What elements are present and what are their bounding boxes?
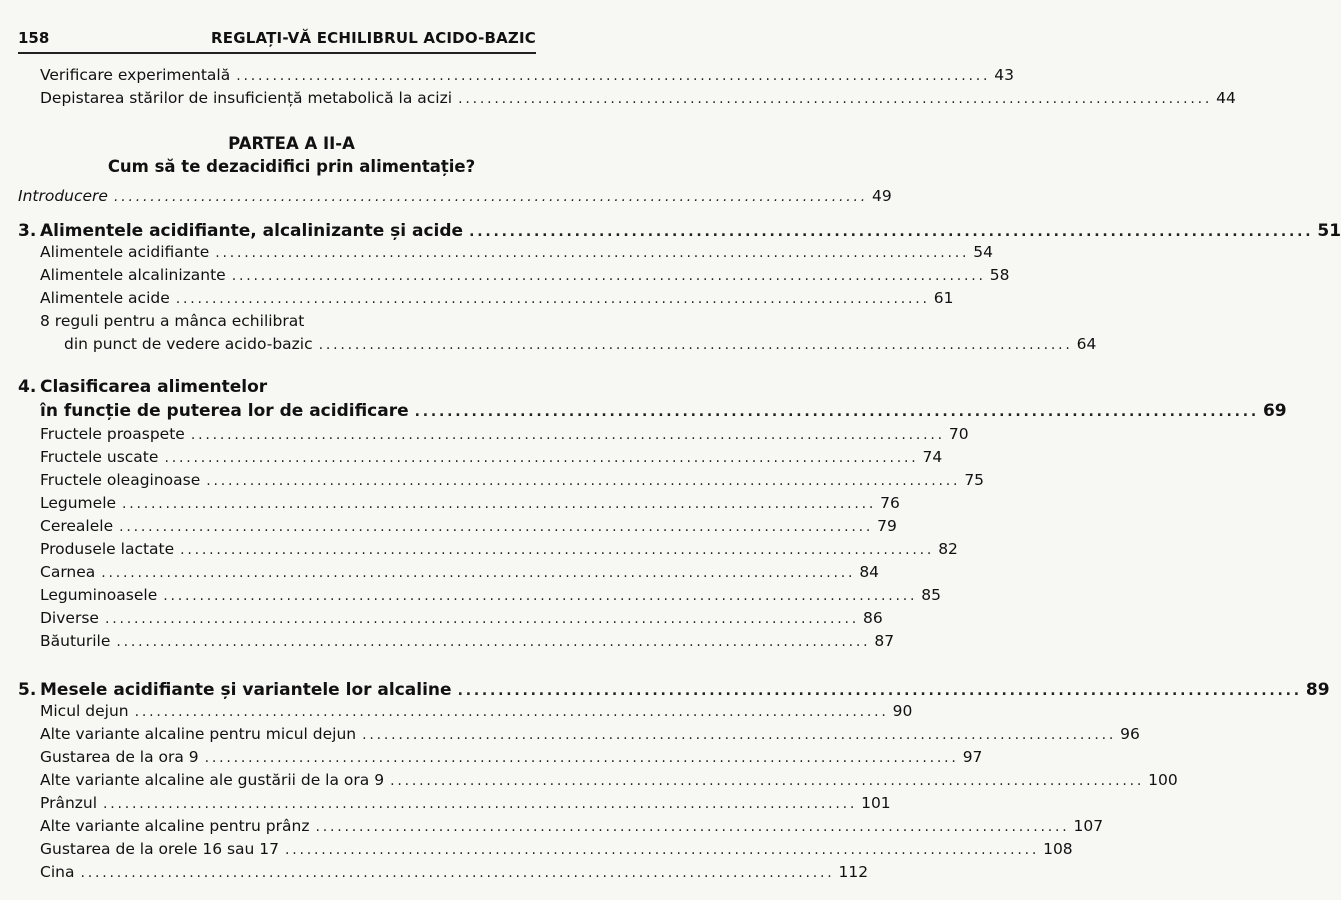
toc-entry — [40, 863, 869, 885]
leader-dots: ........................................................................................................ — [164, 450, 919, 466]
toc-entry-page: 58 — [989, 266, 1010, 284]
toc-entry-title: Alte variante alcaline ale gustării de la ora 9 — [40, 771, 385, 789]
chapter-title-line2: în funcție de puterea lor de acidificare — [40, 401, 409, 421]
toc-entry-page: 107 — [1073, 817, 1104, 835]
leader-dots: ........................................................................................................ — [180, 542, 935, 558]
leader-dots: ........................................................................................................ — [285, 842, 1040, 858]
toc-entry-page: 101 — [861, 794, 891, 812]
toc-entry — [40, 609, 883, 631]
toc-entry-title: Fructele proaspete — [40, 425, 185, 443]
toc-entry-title: Fructele uscate — [40, 448, 159, 466]
toc-entry-page: 97 — [962, 748, 983, 766]
chapter-heading-line1 — [18, 377, 267, 397]
toc-entry-page: 85 — [921, 586, 941, 604]
toc-entry-page: 76 — [880, 494, 900, 512]
chapter-page: 89 — [1305, 680, 1330, 700]
toc-entry — [40, 289, 954, 311]
chapter-number: 4. — [18, 377, 37, 397]
toc-entry-page: 112 — [838, 863, 869, 881]
leader-dots: ........................................................................................................ — [414, 404, 1259, 420]
toc-entry-title: din punct de vedere acido-bazic — [64, 335, 313, 353]
toc-entry-title: Produsele lactate — [40, 540, 175, 558]
toc-entry-title: Alte variante alcaline pentru prânz — [40, 817, 310, 835]
toc-entry-title: Alimentele acide — [40, 289, 170, 307]
toc-entry-rules — [64, 335, 1097, 357]
toc-entry — [40, 771, 1178, 793]
toc-entry-title: Cerealele — [40, 517, 114, 535]
toc-entry-introduction — [18, 187, 892, 209]
chapter-heading — [18, 221, 1341, 243]
toc-entry-title: Verificare experimentală — [40, 66, 231, 84]
toc-entry-page: 61 — [933, 289, 954, 307]
toc-entry-title: Alimentele alcalinizante — [40, 266, 226, 284]
toc-entry — [40, 840, 1073, 862]
toc-entry — [40, 448, 943, 470]
toc-entry — [40, 425, 969, 447]
toc-entry-page: 82 — [938, 540, 958, 558]
toc-entry — [40, 66, 1014, 88]
toc-entry-title: Legumele — [40, 494, 117, 512]
chapter-title: Mesele acidifiante și variantele lor alcaline — [40, 680, 452, 700]
leader-dots: ........................................................................................................ — [175, 291, 930, 307]
leader-dots: ........................................................................................................ — [134, 704, 889, 720]
toc-entry-page: 90 — [892, 702, 913, 720]
leader-dots: ........................................................................................................ — [101, 565, 856, 581]
leader-dots: ........................................................................................................ — [113, 189, 868, 205]
toc-entry — [40, 89, 1236, 111]
toc-entry — [40, 517, 897, 539]
toc-entry-page: 86 — [862, 609, 883, 627]
chapter-heading — [18, 680, 1330, 702]
toc-entry-title: Carnea — [40, 563, 96, 581]
toc-entry-title: Introducere — [18, 187, 108, 205]
chapter-page: 69 — [1262, 401, 1287, 421]
page-header — [18, 28, 536, 54]
leader-dots: ........................................................................................................ — [163, 588, 918, 604]
toc-entry-title: Micul dejun — [40, 702, 129, 720]
toc-entry — [40, 748, 983, 770]
leader-dots: ........................................................................................................ — [103, 796, 858, 812]
part-subtitle: Cum să te dezacidifici prin alimentație? — [107, 157, 476, 176]
chapter-title: Alimentele acidifiante, alcalinizante și acide — [40, 221, 464, 241]
toc-entry-page: 49 — [872, 187, 892, 205]
toc-entry-page: 100 — [1148, 771, 1178, 789]
toc-entry — [40, 471, 985, 493]
toc-entry-title: Alte variante alcaline pentru micul dejun — [40, 725, 357, 743]
leader-dots: ........................................................................................................ — [458, 91, 1213, 107]
chapter-title-line1: Clasificarea alimentelor — [40, 377, 268, 397]
toc-entry-page: 43 — [994, 66, 1014, 84]
toc-entry — [40, 817, 1104, 839]
toc-entry — [40, 702, 913, 724]
page-number: 158 — [18, 29, 50, 47]
toc-entry-title: Depistarea stărilor de insuficiență metabolică la acizi — [40, 89, 453, 107]
leader-dots: ........................................................................................................ — [119, 519, 874, 535]
toc-entry-page: 44 — [1216, 89, 1236, 107]
toc-entry-rules-line1: 8 reguli pentru a mânca echilibrat — [40, 312, 305, 330]
toc-entry-title: Diverse — [40, 609, 99, 627]
running-title: REGLAȚI-VĂ ECHILIBRUL ACIDO-BAZIC — [211, 29, 536, 47]
chapter-number: 5. — [18, 680, 37, 700]
toc-entry-title: Băuturile — [40, 632, 111, 650]
chapter-heading — [18, 401, 1287, 423]
toc-entry-title: Prânzul — [40, 794, 98, 812]
leader-dots: ........................................................................................................ — [236, 68, 991, 84]
leader-dots: ........................................................................................................ — [190, 427, 945, 443]
toc-entry — [40, 243, 993, 265]
leader-dots: ........................................................................................................ — [457, 683, 1302, 699]
toc-entry — [40, 632, 895, 654]
leader-dots: ........................................................................................................ — [469, 224, 1314, 240]
toc-entry-title: Cina — [40, 863, 75, 881]
toc-entry-page: 87 — [874, 632, 895, 650]
toc-entry-page: 74 — [922, 448, 943, 466]
toc-entry — [40, 540, 958, 562]
leader-dots: ........................................................................................................ — [204, 750, 959, 766]
toc-entry-title: Gustarea de la orele 16 sau 17 — [40, 840, 280, 858]
toc-entry-page: 84 — [859, 563, 880, 581]
leader-dots: ........................................................................................................ — [206, 473, 961, 489]
toc-entry — [40, 494, 900, 516]
toc-entry-page: 108 — [1043, 840, 1073, 858]
toc-entry-page: 79 — [877, 517, 897, 535]
toc-entry — [40, 725, 1140, 747]
chapter-page: 51 — [1317, 221, 1341, 241]
toc-entry — [40, 563, 880, 585]
leader-dots: ........................................................................................................ — [122, 496, 877, 512]
toc-entry-page: 70 — [948, 425, 969, 443]
toc-entry — [40, 266, 1010, 288]
leader-dots: ........................................................................................................ — [318, 337, 1073, 353]
toc-entry-page: 64 — [1076, 335, 1097, 353]
toc-entry-page: 75 — [964, 471, 985, 489]
leader-dots: ........................................................................................................ — [116, 634, 871, 650]
toc-entry-page: 96 — [1120, 725, 1140, 743]
leader-dots: ........................................................................................................ — [362, 727, 1117, 743]
toc-entry-title: Gustarea de la ora 9 — [40, 748, 199, 766]
leader-dots: ........................................................................................................ — [390, 773, 1145, 789]
toc-entry-page: 54 — [973, 243, 993, 261]
leader-dots: ........................................................................................................ — [80, 865, 835, 881]
toc-entry-title: Fructele oleaginoase — [40, 471, 201, 489]
part-title: PARTEA A II-A — [228, 134, 355, 153]
toc-entry-title: Leguminoasele — [40, 586, 158, 604]
leader-dots: ........................................................................................................ — [315, 819, 1070, 835]
toc-entry-title: Alimentele acidifiante — [40, 243, 210, 261]
toc-entry — [40, 586, 941, 608]
leader-dots: ........................................................................................................ — [215, 245, 970, 261]
toc-entry — [40, 794, 891, 816]
chapter-number: 3. — [18, 221, 37, 241]
leader-dots: ........................................................................................................ — [231, 268, 986, 284]
leader-dots: ........................................................................................................ — [104, 611, 859, 627]
